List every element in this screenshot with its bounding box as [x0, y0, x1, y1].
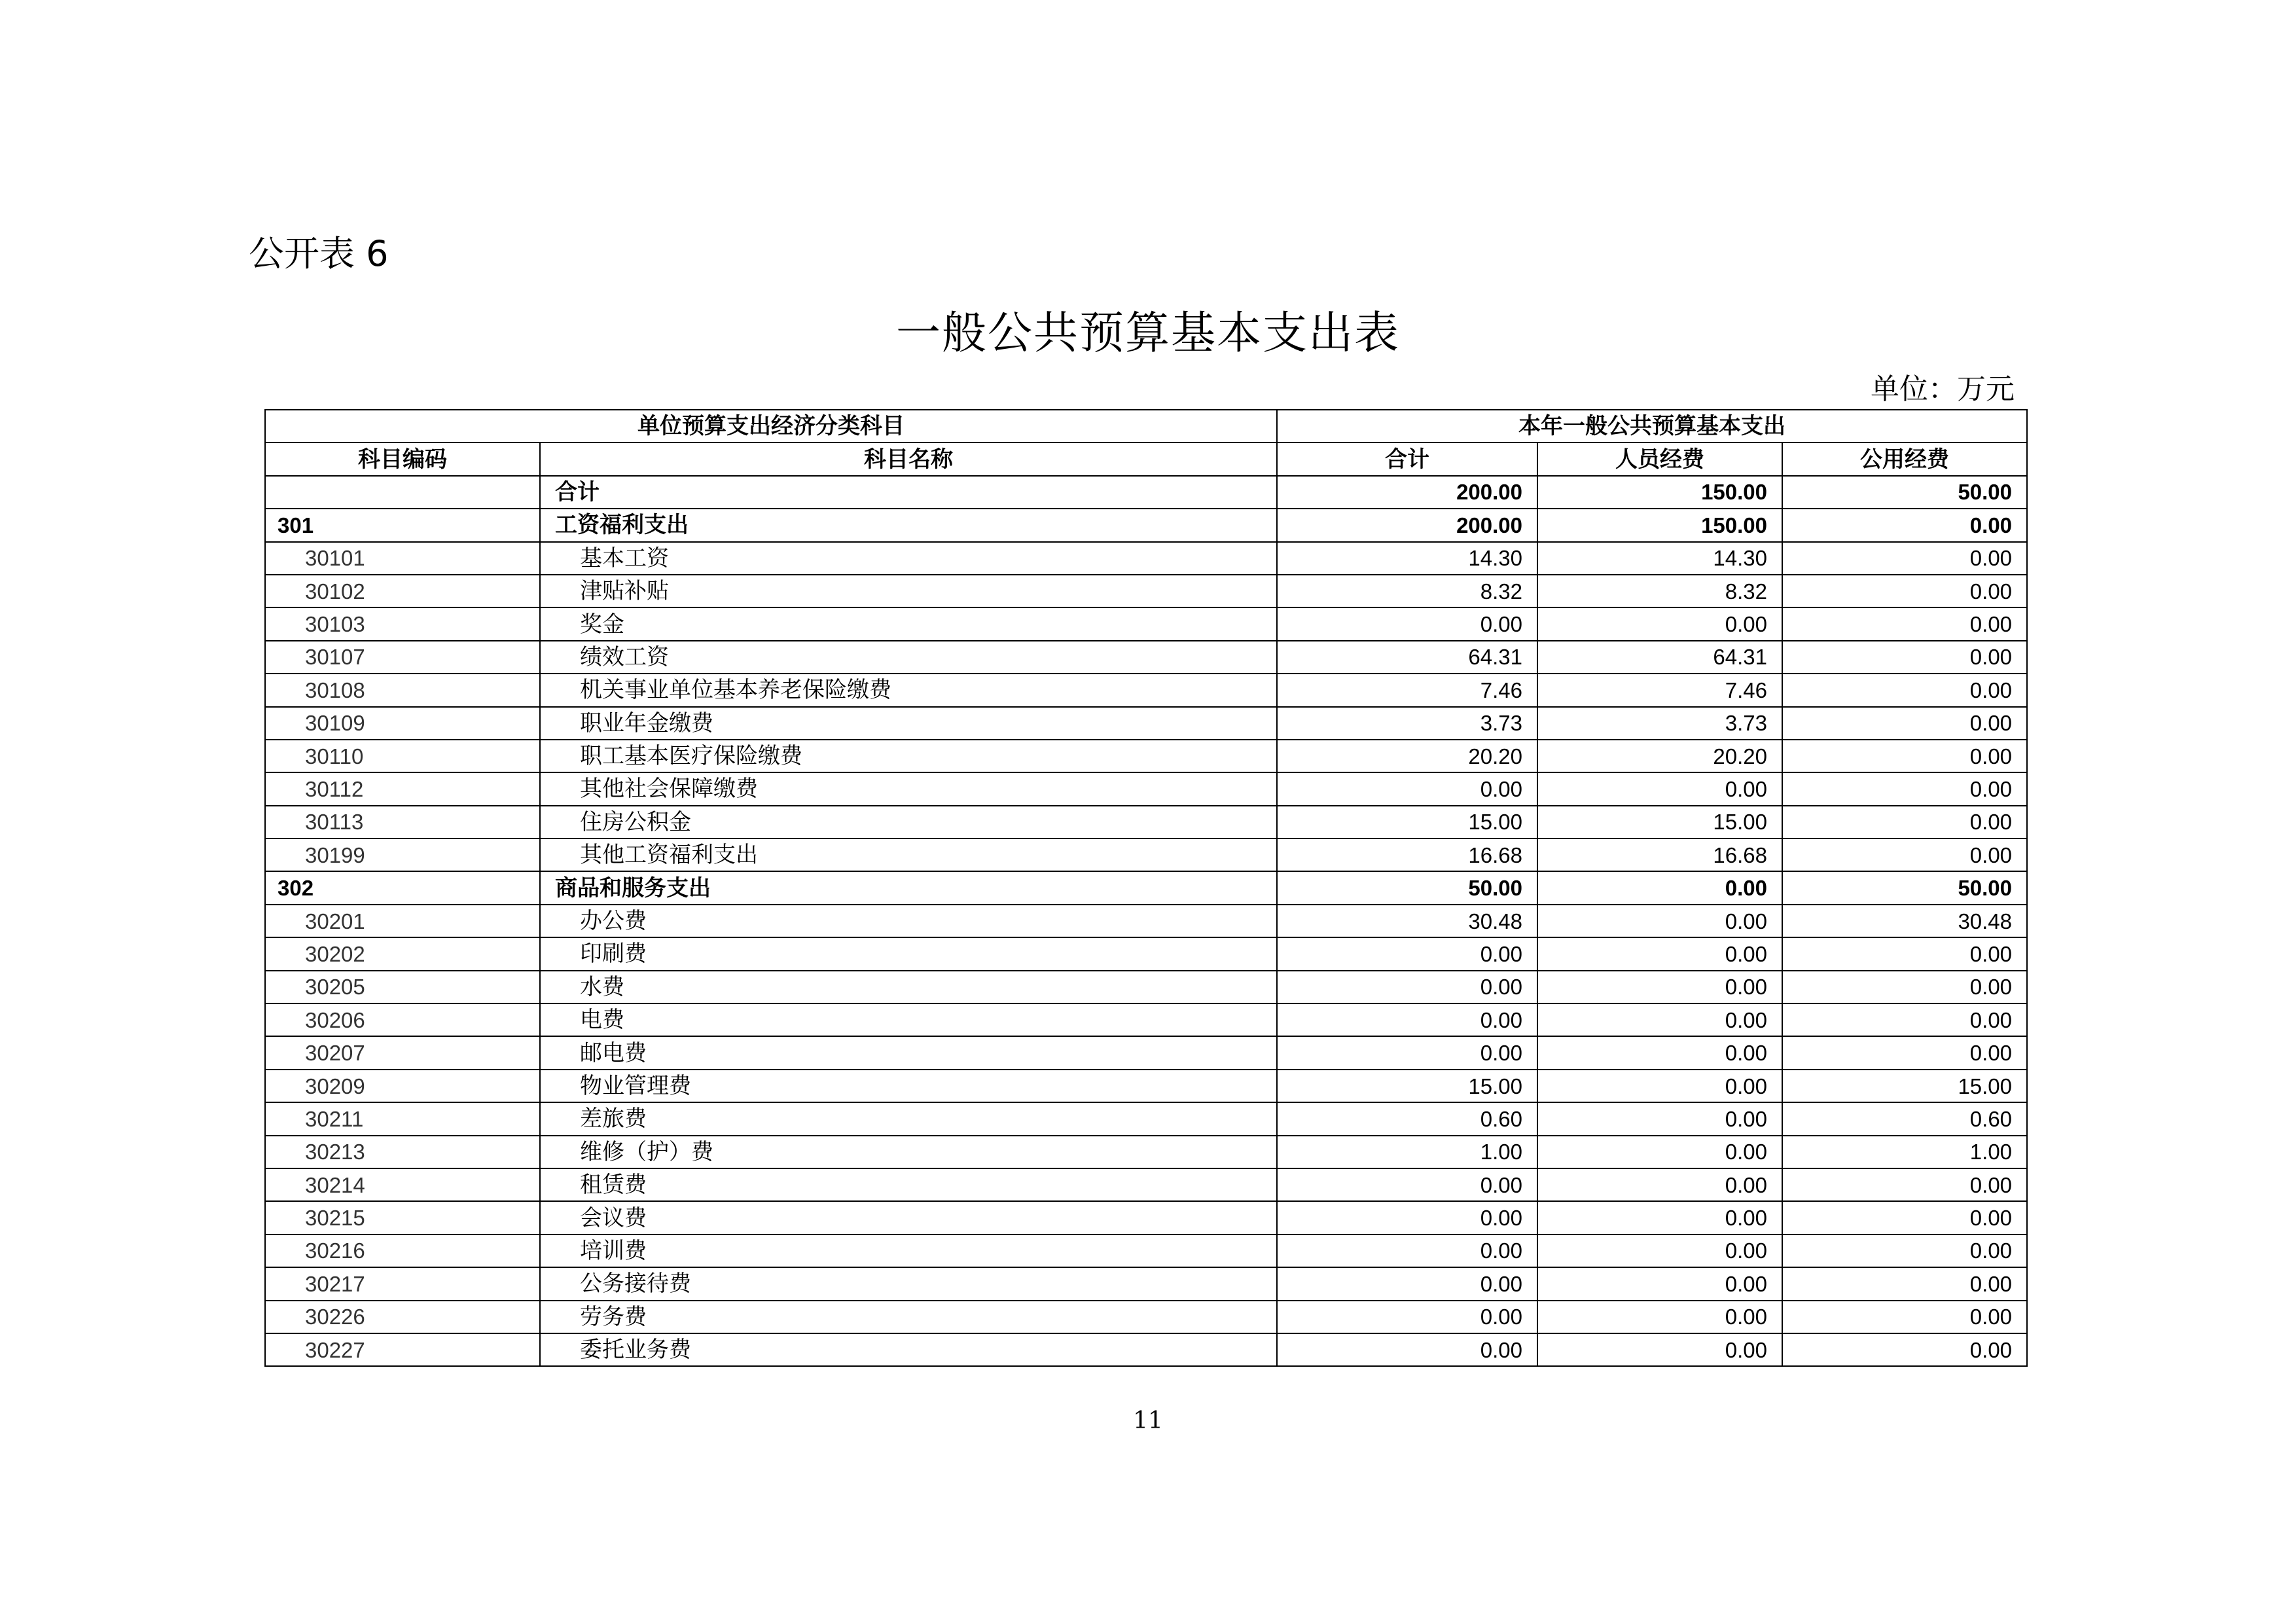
- public-cell: 50.00: [1782, 476, 2027, 509]
- code-cell: 30227: [265, 1333, 540, 1366]
- public-cell: 0.60: [1782, 1102, 2027, 1135]
- code-cell: 30209: [265, 1070, 540, 1102]
- public-cell: 0.00: [1782, 971, 2027, 1003]
- personnel-cell: 0.00: [1537, 772, 1782, 805]
- personnel-cell: 0.00: [1537, 1267, 1782, 1300]
- personnel-cell: 16.68: [1537, 839, 1782, 871]
- code-cell: 30201: [265, 905, 540, 937]
- personnel-cell: 15.00: [1537, 806, 1782, 839]
- total-cell: 50.00: [1277, 871, 1537, 904]
- table-row: [265, 1136, 2027, 1168]
- table-row: [265, 1333, 2027, 1366]
- public-cell: 0.00: [1782, 1201, 2027, 1234]
- total-cell: 0.00: [1277, 1333, 1537, 1366]
- total-cell: 0.00: [1277, 1168, 1537, 1201]
- public-cell: 0.00: [1782, 1301, 2027, 1333]
- total-cell: 15.00: [1277, 806, 1537, 839]
- table-row: [265, 575, 2027, 607]
- code-cell: 30102: [265, 575, 540, 607]
- total-cell: 0.00: [1277, 607, 1537, 640]
- table-row: [265, 1301, 2027, 1333]
- table-row: [265, 542, 2027, 575]
- personnel-cell: 0.00: [1537, 1201, 1782, 1234]
- public-cell: 0.00: [1782, 1003, 2027, 1036]
- total-cell: 3.73: [1277, 707, 1537, 740]
- name-cell: 水费: [540, 971, 1277, 1003]
- code-cell: 30202: [265, 937, 540, 970]
- total-cell: 1.00: [1277, 1136, 1537, 1168]
- table-body: [265, 410, 2027, 1366]
- personnel-cell: 0.00: [1537, 1168, 1782, 1201]
- personnel-cell: 0.00: [1537, 905, 1782, 937]
- total-cell: 0.00: [1277, 1201, 1537, 1234]
- name-cell: 邮电费: [540, 1036, 1277, 1069]
- unit-label: 单位：万元: [1871, 372, 2015, 406]
- total-cell: 20.20: [1277, 740, 1537, 772]
- personnel-cell: 0.00: [1537, 871, 1782, 904]
- personnel-cell: 0.00: [1537, 1070, 1782, 1102]
- table-row: [265, 1168, 2027, 1201]
- personnel-cell: 0.00: [1537, 937, 1782, 970]
- public-cell: 0.00: [1782, 1235, 2027, 1267]
- table-row: [265, 905, 2027, 937]
- public-cell: 50.00: [1782, 871, 2027, 904]
- personnel-cell: 150.00: [1537, 476, 1782, 509]
- name-cell: 办公费: [540, 905, 1277, 937]
- total-cell: 0.00: [1277, 772, 1537, 805]
- name-cell: 差旅费: [540, 1102, 1277, 1135]
- header-personnel: 人员经费: [1537, 442, 1782, 475]
- public-cell: 0.00: [1782, 1267, 2027, 1300]
- personnel-cell: 0.00: [1537, 1102, 1782, 1135]
- personnel-cell: 8.32: [1537, 575, 1782, 607]
- name-cell: 基本工资: [540, 542, 1277, 575]
- total-cell: 0.00: [1277, 1036, 1537, 1069]
- table-row: [265, 509, 2027, 541]
- header-code: 科目编码: [265, 442, 540, 475]
- total-cell: 200.00: [1277, 509, 1537, 541]
- code-cell: 30214: [265, 1168, 540, 1201]
- personnel-cell: 0.00: [1537, 1235, 1782, 1267]
- total-cell: 15.00: [1277, 1070, 1537, 1102]
- code-cell: 30217: [265, 1267, 540, 1300]
- total-cell: 0.00: [1277, 971, 1537, 1003]
- table-row: [265, 937, 2027, 970]
- header-public: 公用经费: [1782, 442, 2027, 475]
- table-row: [265, 1070, 2027, 1102]
- public-cell: 0.00: [1782, 542, 2027, 575]
- total-cell: 0.00: [1277, 937, 1537, 970]
- code-cell: 30107: [265, 641, 540, 674]
- name-cell: 培训费: [540, 1235, 1277, 1267]
- table-row: [265, 740, 2027, 772]
- code-cell: 30205: [265, 971, 540, 1003]
- name-cell: 公务接待费: [540, 1267, 1277, 1300]
- page-number: 11: [1133, 1407, 1163, 1434]
- total-cell: 0.60: [1277, 1102, 1537, 1135]
- total-cell: 14.30: [1277, 542, 1537, 575]
- code-cell: 30112: [265, 772, 540, 805]
- name-cell: 绩效工资: [540, 641, 1277, 674]
- table-row: [265, 674, 2027, 706]
- code-cell: 30110: [265, 740, 540, 772]
- name-cell: 租赁费: [540, 1168, 1277, 1201]
- public-cell: 0.00: [1782, 607, 2027, 640]
- total-cell: 16.68: [1277, 839, 1537, 871]
- name-cell: 职工基本医疗保险缴费: [540, 740, 1277, 772]
- public-cell: 0.00: [1782, 575, 2027, 607]
- header-group-right: 本年一般公共预算基本支出: [1277, 410, 2027, 442]
- name-cell: 机关事业单位基本养老保险缴费: [540, 674, 1277, 706]
- personnel-cell: 0.00: [1537, 1036, 1782, 1069]
- table-row: [265, 1267, 2027, 1300]
- code-cell: 30213: [265, 1136, 540, 1168]
- code-cell: 30113: [265, 806, 540, 839]
- code-cell: 30206: [265, 1003, 540, 1036]
- name-cell: 物业管理费: [540, 1070, 1277, 1102]
- name-cell: 印刷费: [540, 937, 1277, 970]
- code-cell: 30215: [265, 1201, 540, 1234]
- name-cell: 劳务费: [540, 1301, 1277, 1333]
- name-cell: 其他社会保障缴费: [540, 772, 1277, 805]
- personnel-cell: 0.00: [1537, 607, 1782, 640]
- total-cell: 0.00: [1277, 1301, 1537, 1333]
- code-cell: 30101: [265, 542, 540, 575]
- name-cell: 会议费: [540, 1201, 1277, 1234]
- header-name: 科目名称: [540, 442, 1277, 475]
- code-cell: 302: [265, 871, 540, 904]
- header-column-row: [265, 442, 2027, 475]
- table-row: [265, 476, 2027, 509]
- code-cell: 30216: [265, 1235, 540, 1267]
- personnel-cell: 64.31: [1537, 641, 1782, 674]
- personnel-cell: 0.00: [1537, 1333, 1782, 1366]
- table-row: [265, 772, 2027, 805]
- name-cell: 合计: [540, 476, 1277, 509]
- code-cell: 301: [265, 509, 540, 541]
- code-cell: 30211: [265, 1102, 540, 1135]
- table-row: [265, 1235, 2027, 1267]
- personnel-cell: 14.30: [1537, 542, 1782, 575]
- total-cell: 0.00: [1277, 1003, 1537, 1036]
- budget-table: [264, 409, 2028, 1367]
- name-cell: 商品和服务支出: [540, 871, 1277, 904]
- public-cell: 0.00: [1782, 806, 2027, 839]
- table-row: [265, 871, 2027, 904]
- name-cell: 职业年金缴费: [540, 707, 1277, 740]
- header-group-left: 单位预算支出经济分类科目: [265, 410, 1277, 442]
- table-row: [265, 607, 2027, 640]
- public-cell: 0.00: [1782, 937, 2027, 970]
- name-cell: 奖金: [540, 607, 1277, 640]
- public-cell: 0.00: [1782, 707, 2027, 740]
- personnel-cell: 3.73: [1537, 707, 1782, 740]
- public-cell: 1.00: [1782, 1136, 2027, 1168]
- public-cell: 0.00: [1782, 740, 2027, 772]
- table-row: [265, 1201, 2027, 1234]
- total-cell: 0.00: [1277, 1267, 1537, 1300]
- public-cell: 0.00: [1782, 509, 2027, 541]
- public-cell: 15.00: [1782, 1070, 2027, 1102]
- total-cell: 7.46: [1277, 674, 1537, 706]
- name-cell: 维修（护）费: [540, 1136, 1277, 1168]
- table-row: [265, 1036, 2027, 1069]
- table-row: [265, 839, 2027, 871]
- personnel-cell: 0.00: [1537, 1136, 1782, 1168]
- total-cell: 8.32: [1277, 575, 1537, 607]
- public-cell: 0.00: [1782, 1333, 2027, 1366]
- name-cell: 住房公积金: [540, 806, 1277, 839]
- code-cell: 30108: [265, 674, 540, 706]
- code-cell: [265, 476, 540, 509]
- code-cell: 30109: [265, 707, 540, 740]
- total-cell: 200.00: [1277, 476, 1537, 509]
- code-cell: 30207: [265, 1036, 540, 1069]
- name-cell: 工资福利支出: [540, 509, 1277, 541]
- total-cell: 30.48: [1277, 905, 1537, 937]
- table-row: [265, 806, 2027, 839]
- total-cell: 64.31: [1277, 641, 1537, 674]
- code-cell: 30103: [265, 607, 540, 640]
- public-cell: 0.00: [1782, 641, 2027, 674]
- personnel-cell: 0.00: [1537, 1003, 1782, 1036]
- document-label: 公开表 6: [249, 233, 389, 274]
- public-cell: 0.00: [1782, 674, 2027, 706]
- code-cell: 30199: [265, 839, 540, 871]
- total-cell: 0.00: [1277, 1235, 1537, 1267]
- name-cell: 电费: [540, 1003, 1277, 1036]
- public-cell: 0.00: [1782, 1036, 2027, 1069]
- personnel-cell: 150.00: [1537, 509, 1782, 541]
- personnel-cell: 7.46: [1537, 674, 1782, 706]
- name-cell: 委托业务费: [540, 1333, 1277, 1366]
- personnel-cell: 0.00: [1537, 971, 1782, 1003]
- public-cell: 0.00: [1782, 839, 2027, 871]
- public-cell: 30.48: [1782, 905, 2027, 937]
- personnel-cell: 20.20: [1537, 740, 1782, 772]
- table-row: [265, 1003, 2027, 1036]
- name-cell: 津贴补贴: [540, 575, 1277, 607]
- personnel-cell: 0.00: [1537, 1301, 1782, 1333]
- table-row: [265, 707, 2027, 740]
- public-cell: 0.00: [1782, 772, 2027, 805]
- header-total: 合计: [1277, 442, 1537, 475]
- table-row: [265, 1102, 2027, 1135]
- code-cell: 30226: [265, 1301, 540, 1333]
- page-title: 一般公共预算基本支出表: [895, 308, 1400, 359]
- table-row: [265, 971, 2027, 1003]
- name-cell: 其他工资福利支出: [540, 839, 1277, 871]
- header-group-row: [265, 410, 2027, 442]
- table-row: [265, 641, 2027, 674]
- public-cell: 0.00: [1782, 1168, 2027, 1201]
